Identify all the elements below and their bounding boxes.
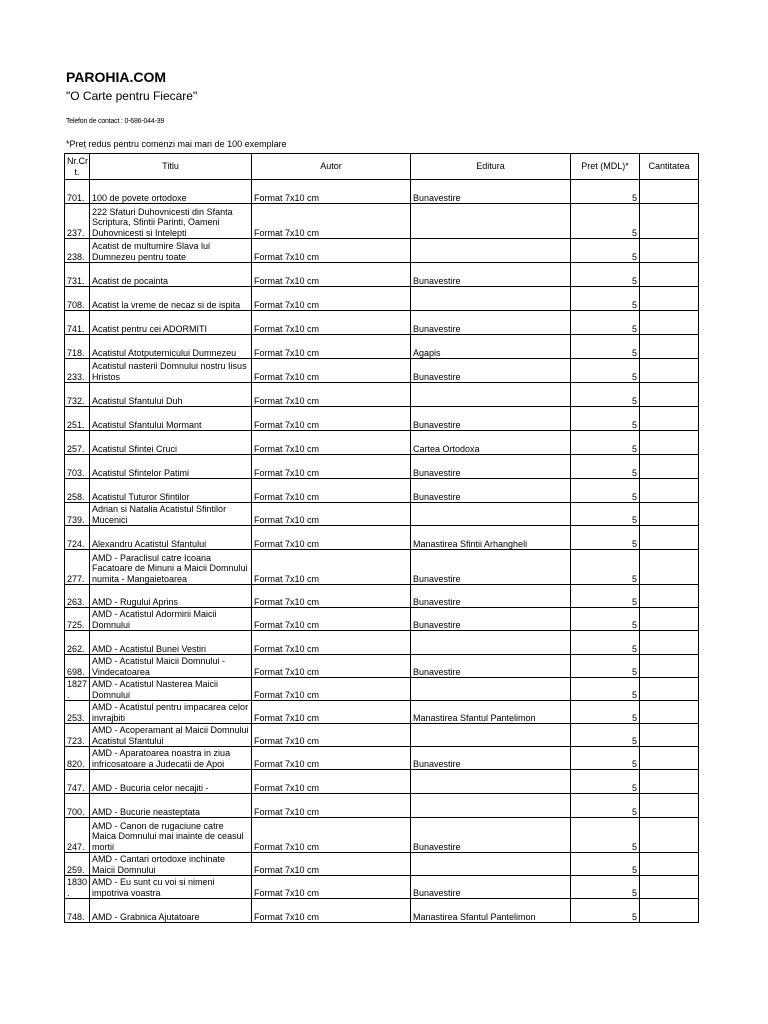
row-quantity[interactable] (640, 503, 699, 526)
table-row (65, 204, 699, 239)
row-title: AMD - Cantari ortodoxe inchinate Maicii Domnului (90, 853, 252, 876)
row-publisher (411, 678, 571, 701)
row-price: 5 (571, 818, 640, 853)
row-number: 251. (65, 407, 90, 431)
row-author: Format 7x10 cm (252, 335, 411, 359)
row-publisher (411, 853, 571, 876)
row-publisher: Bunavestire (411, 585, 571, 608)
row-quantity[interactable] (640, 311, 699, 335)
row-title: Acatist de pocainta (90, 263, 252, 287)
table-row (65, 335, 699, 359)
row-quantity[interactable] (640, 701, 699, 724)
table-row (65, 724, 699, 747)
row-publisher: Bunavestire (411, 818, 571, 853)
row-title: Acatist la vreme de necaz si de ispita (90, 287, 252, 311)
table-body (65, 180, 699, 923)
row-publisher: Bunavestire (411, 263, 571, 287)
row-quantity[interactable] (640, 794, 699, 818)
row-publisher (411, 794, 571, 818)
table-row (65, 631, 699, 655)
row-price: 5 (571, 876, 640, 899)
row-quantity[interactable] (640, 526, 699, 550)
row-publisher: Bunavestire (411, 359, 571, 383)
row-price: 5 (571, 678, 640, 701)
row-price: 5 (571, 407, 640, 431)
row-title: Acatistul Tuturor Sfintilor (90, 479, 252, 503)
table-row (65, 479, 699, 503)
row-quantity[interactable] (640, 407, 699, 431)
row-author: Format 7x10 cm (252, 359, 411, 383)
table-row (65, 818, 699, 853)
row-number: 258. (65, 479, 90, 503)
row-number: 263. (65, 585, 90, 608)
row-title: AMD - Acatistul Nasterea Maicii Domnului (90, 678, 252, 701)
row-publisher: Bunavestire (411, 747, 571, 770)
table-row (65, 585, 699, 608)
row-price: 5 (571, 335, 640, 359)
row-author: Format 7x10 cm (252, 287, 411, 311)
row-author: Format 7x10 cm (252, 678, 411, 701)
row-price: 5 (571, 550, 640, 585)
row-price: 5 (571, 724, 640, 747)
row-author: Format 7x10 cm (252, 770, 411, 794)
row-quantity[interactable] (640, 455, 699, 479)
row-title: AMD - Acatistul Maicii Domnului - Vindecatoarea (90, 655, 252, 678)
row-number: 698. (65, 655, 90, 678)
row-publisher: Cartea Ortodoxa (411, 431, 571, 455)
row-price: 5 (571, 263, 640, 287)
row-price: 5 (571, 503, 640, 526)
row-price: 5 (571, 747, 640, 770)
row-price: 5 (571, 853, 640, 876)
row-quantity[interactable] (640, 287, 699, 311)
row-author: Format 7x10 cm (252, 383, 411, 407)
table-row (65, 655, 699, 678)
row-author: Format 7x10 cm (252, 503, 411, 526)
row-author: Format 7x10 cm (252, 180, 411, 204)
table-row (65, 770, 699, 794)
col-header-nr: Nr.Cr t. (65, 154, 90, 180)
row-title: AMD - Acatistul Adormirii Maicii Domnului (90, 608, 252, 631)
row-publisher: Bunavestire (411, 608, 571, 631)
row-author: Format 7x10 cm (252, 204, 411, 239)
row-number: 277. (65, 550, 90, 585)
row-title: AMD - Canon de rugaciune catre Maica Domnului mai inainte de ceasul mortii (90, 818, 252, 853)
row-publisher (411, 503, 571, 526)
row-quantity[interactable] (640, 678, 699, 701)
row-author: Format 7x10 cm (252, 239, 411, 263)
row-title: AMD - Acatistul pentru impacarea celor invrajbiti (90, 701, 252, 724)
table-row (65, 550, 699, 585)
row-publisher: Bunavestire (411, 180, 571, 204)
row-title: Acatist de multumire Slava lui Dumnezeu pentru toate (90, 239, 252, 263)
table-row (65, 180, 699, 204)
row-title: AMD - Acoperamant al Maicii Domnului Acatistul Sfantului (90, 724, 252, 747)
row-author: Format 7x10 cm (252, 550, 411, 585)
row-number: 247. (65, 818, 90, 853)
row-author: Format 7x10 cm (252, 853, 411, 876)
table-row (65, 701, 699, 724)
table-row (65, 503, 699, 526)
row-price: 5 (571, 311, 640, 335)
row-publisher: Bunavestire (411, 455, 571, 479)
row-publisher (411, 770, 571, 794)
row-quantity[interactable] (640, 263, 699, 287)
row-quantity[interactable] (640, 239, 699, 263)
row-author: Format 7x10 cm (252, 747, 411, 770)
row-price: 5 (571, 794, 640, 818)
col-header-pret: Pret (MDL)* (571, 154, 640, 180)
row-number: 725. (65, 608, 90, 631)
row-quantity[interactable] (640, 631, 699, 655)
row-quantity[interactable] (640, 383, 699, 407)
row-quantity[interactable] (640, 608, 699, 631)
row-quantity[interactable] (640, 724, 699, 747)
col-header-editura: Editura (411, 154, 571, 180)
row-title: AMD - Rugului Aprins (90, 585, 252, 608)
row-publisher: Bunavestire (411, 876, 571, 899)
row-price: 5 (571, 701, 640, 724)
row-quantity[interactable] (640, 899, 699, 923)
row-price: 5 (571, 631, 640, 655)
table-row (65, 407, 699, 431)
row-number: 233. (65, 359, 90, 383)
row-quantity[interactable] (640, 585, 699, 608)
row-price: 5 (571, 239, 640, 263)
table-row (65, 747, 699, 770)
row-publisher: Bunavestire (411, 407, 571, 431)
row-price: 5 (571, 455, 640, 479)
row-number: 1827 . (65, 678, 90, 701)
table-row (65, 383, 699, 407)
row-number: 238. (65, 239, 90, 263)
row-author: Format 7x10 cm (252, 631, 411, 655)
row-price: 5 (571, 899, 640, 923)
table-row (65, 455, 699, 479)
row-number: 262. (65, 631, 90, 655)
table-row (65, 678, 699, 701)
row-title: AMD - Bucuria celor necajiti - (90, 770, 252, 794)
row-quantity[interactable] (640, 853, 699, 876)
row-price: 5 (571, 655, 640, 678)
row-author: Format 7x10 cm (252, 407, 411, 431)
row-number: 701. (65, 180, 90, 204)
row-number: 723. (65, 724, 90, 747)
row-price: 5 (571, 608, 640, 631)
row-publisher: Bunavestire (411, 479, 571, 503)
row-title: Alexandru Acatistul Sfantului (90, 526, 252, 550)
row-number: 718. (65, 335, 90, 359)
row-quantity[interactable] (640, 655, 699, 678)
table-row (65, 853, 699, 876)
row-publisher (411, 204, 571, 239)
col-header-cantitatea: Cantitatea (640, 154, 699, 180)
row-number: 237. (65, 204, 90, 239)
row-publisher (411, 383, 571, 407)
row-quantity[interactable] (640, 479, 699, 503)
row-number: 748. (65, 899, 90, 923)
table-row (65, 311, 699, 335)
row-publisher: Bunavestire (411, 311, 571, 335)
row-title: AMD - Paraclisul catre Icoana Facatoare de Minuni a Maicii Domnului numita - Mangaietoarea (90, 550, 252, 585)
col-header-titlu: Titlu (90, 154, 252, 180)
row-title: AMD - Eu sunt cu voi si nimeni impotriva voastra (90, 876, 252, 899)
row-number: 253. (65, 701, 90, 724)
discount-note: *Preț redus pentru comenzi mai mari de 100 exemplare (66, 139, 287, 149)
row-number: 259. (65, 853, 90, 876)
row-price: 5 (571, 585, 640, 608)
row-author: Format 7x10 cm (252, 263, 411, 287)
row-title: Acatistul Sfantului Duh (90, 383, 252, 407)
row-author: Format 7x10 cm (252, 899, 411, 923)
row-title: Adrian si Natalia Acatistul Sfintilor Mucenici (90, 503, 252, 526)
row-title: Acatistul Sfintei Cruci (90, 431, 252, 455)
row-number: 700. (65, 794, 90, 818)
row-number: 732. (65, 383, 90, 407)
slogan: "O Carte pentru Fiecare" (66, 89, 198, 103)
row-price: 5 (571, 383, 640, 407)
row-author: Format 7x10 cm (252, 585, 411, 608)
row-publisher (411, 239, 571, 263)
table-row (65, 287, 699, 311)
row-price: 5 (571, 526, 640, 550)
row-title: 100 de povete ortodoxe (90, 180, 252, 204)
row-price: 5 (571, 287, 640, 311)
row-publisher (411, 287, 571, 311)
row-author: Format 7x10 cm (252, 701, 411, 724)
row-number: 739. (65, 503, 90, 526)
row-author: Format 7x10 cm (252, 479, 411, 503)
contact-phone: Telefon de contact : 0-686-044-39 (66, 118, 165, 125)
row-number: 724. (65, 526, 90, 550)
row-title: Acatistul nasterii Domnului nostru Iisus Hristos (90, 359, 252, 383)
row-author: Format 7x10 cm (252, 794, 411, 818)
table-row (65, 359, 699, 383)
row-number: 747. (65, 770, 90, 794)
row-price: 5 (571, 359, 640, 383)
row-publisher: Manastirea Sfantul Pantelimon (411, 899, 571, 923)
row-number: 820. (65, 747, 90, 770)
row-quantity[interactable] (640, 770, 699, 794)
row-title: Acatistul Atotputernicului Dumnezeu (90, 335, 252, 359)
col-header-autor: Autor (252, 154, 411, 180)
row-author: Format 7x10 cm (252, 431, 411, 455)
row-price: 5 (571, 204, 640, 239)
row-publisher: Manastirea Sfintii Arhangheli (411, 526, 571, 550)
row-title: Acatistul Sfantului Mormant (90, 407, 252, 431)
table-header-row (65, 154, 699, 180)
row-author: Format 7x10 cm (252, 526, 411, 550)
row-quantity[interactable] (640, 204, 699, 239)
table-row (65, 239, 699, 263)
row-quantity[interactable] (640, 359, 699, 383)
table-row (65, 526, 699, 550)
row-author: Format 7x10 cm (252, 818, 411, 853)
row-number: 1830 . (65, 876, 90, 899)
row-title: AMD - Bucurie neasteptata (90, 794, 252, 818)
table-row (65, 876, 699, 899)
site-title: PAROHIA.COM (66, 69, 167, 85)
row-author: Format 7x10 cm (252, 655, 411, 678)
row-price: 5 (571, 479, 640, 503)
row-quantity[interactable] (640, 550, 699, 585)
row-quantity[interactable] (640, 335, 699, 359)
row-number: 708. (65, 287, 90, 311)
row-price: 5 (571, 180, 640, 204)
row-number: 731. (65, 263, 90, 287)
row-title: Acatist pentru cei ADORMITI (90, 311, 252, 335)
row-title: Acatistul Sfintelor Patimi (90, 455, 252, 479)
row-title: 222 Sfaturi Duhovnicesti din Sfanta Scriptura, Sfintii Parinti, Oameni Duhovnicesti si Intelepti (90, 204, 252, 239)
table-row (65, 263, 699, 287)
table-row (65, 794, 699, 818)
book-table (64, 153, 699, 923)
row-publisher: Bunavestire (411, 550, 571, 585)
row-publisher: Manastirea Sfantul Pantelimon (411, 701, 571, 724)
row-publisher (411, 631, 571, 655)
row-price: 5 (571, 770, 640, 794)
row-author: Format 7x10 cm (252, 876, 411, 899)
row-author: Format 7x10 cm (252, 455, 411, 479)
row-author: Format 7x10 cm (252, 724, 411, 747)
row-number: 741. (65, 311, 90, 335)
table-row (65, 899, 699, 923)
row-publisher: Bunavestire (411, 655, 571, 678)
row-publisher (411, 724, 571, 747)
table-row (65, 431, 699, 455)
row-publisher: Agapis (411, 335, 571, 359)
row-quantity[interactable] (640, 876, 699, 899)
row-quantity[interactable] (640, 180, 699, 204)
row-title: AMD - Acatistul Bunei Vestiri (90, 631, 252, 655)
row-quantity[interactable] (640, 818, 699, 853)
row-author: Format 7x10 cm (252, 311, 411, 335)
row-number: 703. (65, 455, 90, 479)
row-title: AMD - Aparatoarea noastra in ziua infricosatoare a Judecatii de Apoi (90, 747, 252, 770)
row-price: 5 (571, 431, 640, 455)
row-quantity[interactable] (640, 431, 699, 455)
row-number: 257. (65, 431, 90, 455)
row-quantity[interactable] (640, 747, 699, 770)
row-author: Format 7x10 cm (252, 608, 411, 631)
row-title: AMD - Grabnica Ajutatoare (90, 899, 252, 923)
table-row (65, 608, 699, 631)
